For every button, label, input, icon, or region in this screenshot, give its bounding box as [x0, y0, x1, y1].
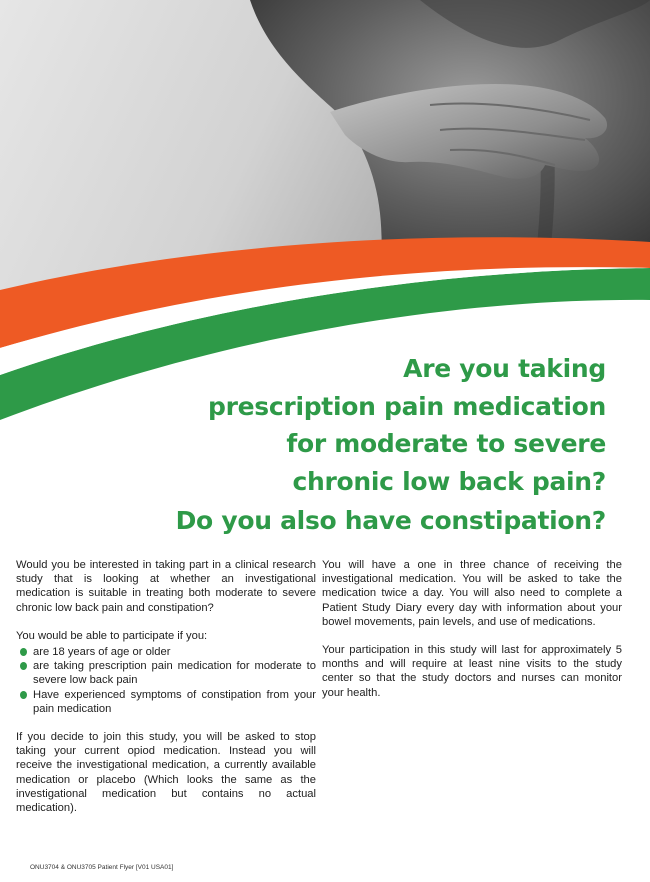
bullet-icon [20, 648, 27, 656]
eligibility-list [16, 645, 316, 716]
headline-line-2: prescription pain medication [208, 391, 606, 421]
bullet-icon [20, 662, 27, 670]
footer-code: ONU3704 & ONU3705 Patient Flyer [V01 USA01] [30, 864, 174, 871]
headline-line-4: chronic low back pain? [292, 466, 606, 496]
list-item: Have experienced symptoms of constipation from your pain medication [16, 688, 316, 716]
list-item: are 18 years of age or older [16, 645, 316, 659]
left-column [16, 558, 316, 815]
bullet-icon [20, 691, 27, 699]
chance-paragraph: You will have a one in three chance of receiving the investigational medication. You will be asked to take the medication twice a day. You will also need to complete a Patient Study Diary every day with information about your bowel movements, pain levels, and use of medications. [322, 559, 622, 628]
list-item: are taking prescription pain medication for moderate to severe low back pain [16, 659, 316, 687]
headline [86, 350, 606, 537]
right-column [322, 558, 622, 700]
intro-paragraph: Would you be interested in taking part in a clinical research study that is looking at whether an investigational medication is suitable in treating both moderate to severe chronic low back pain and constipation? [16, 559, 316, 614]
headline-line-3: for moderate to severe [286, 429, 606, 458]
constipation-question: Do you also have constipation? [175, 506, 606, 535]
join-paragraph: If you decide to join this study, you will be asked to stop taking your current opiod medication. Instead you will receive the investigational medication, a currently available medication or placebo (Which looks the same as the investigational medication but contains no actual medication). [16, 731, 316, 815]
eligibility-lead: You would be able to participate if you: [16, 629, 208, 642]
headline-line-1: Are you taking [403, 354, 606, 383]
duration-paragraph: Your participation in this study will last for approximately 5 months and will require at least nine visits to the study center so that the study doctors and nurses can monitor your health. [322, 644, 622, 699]
